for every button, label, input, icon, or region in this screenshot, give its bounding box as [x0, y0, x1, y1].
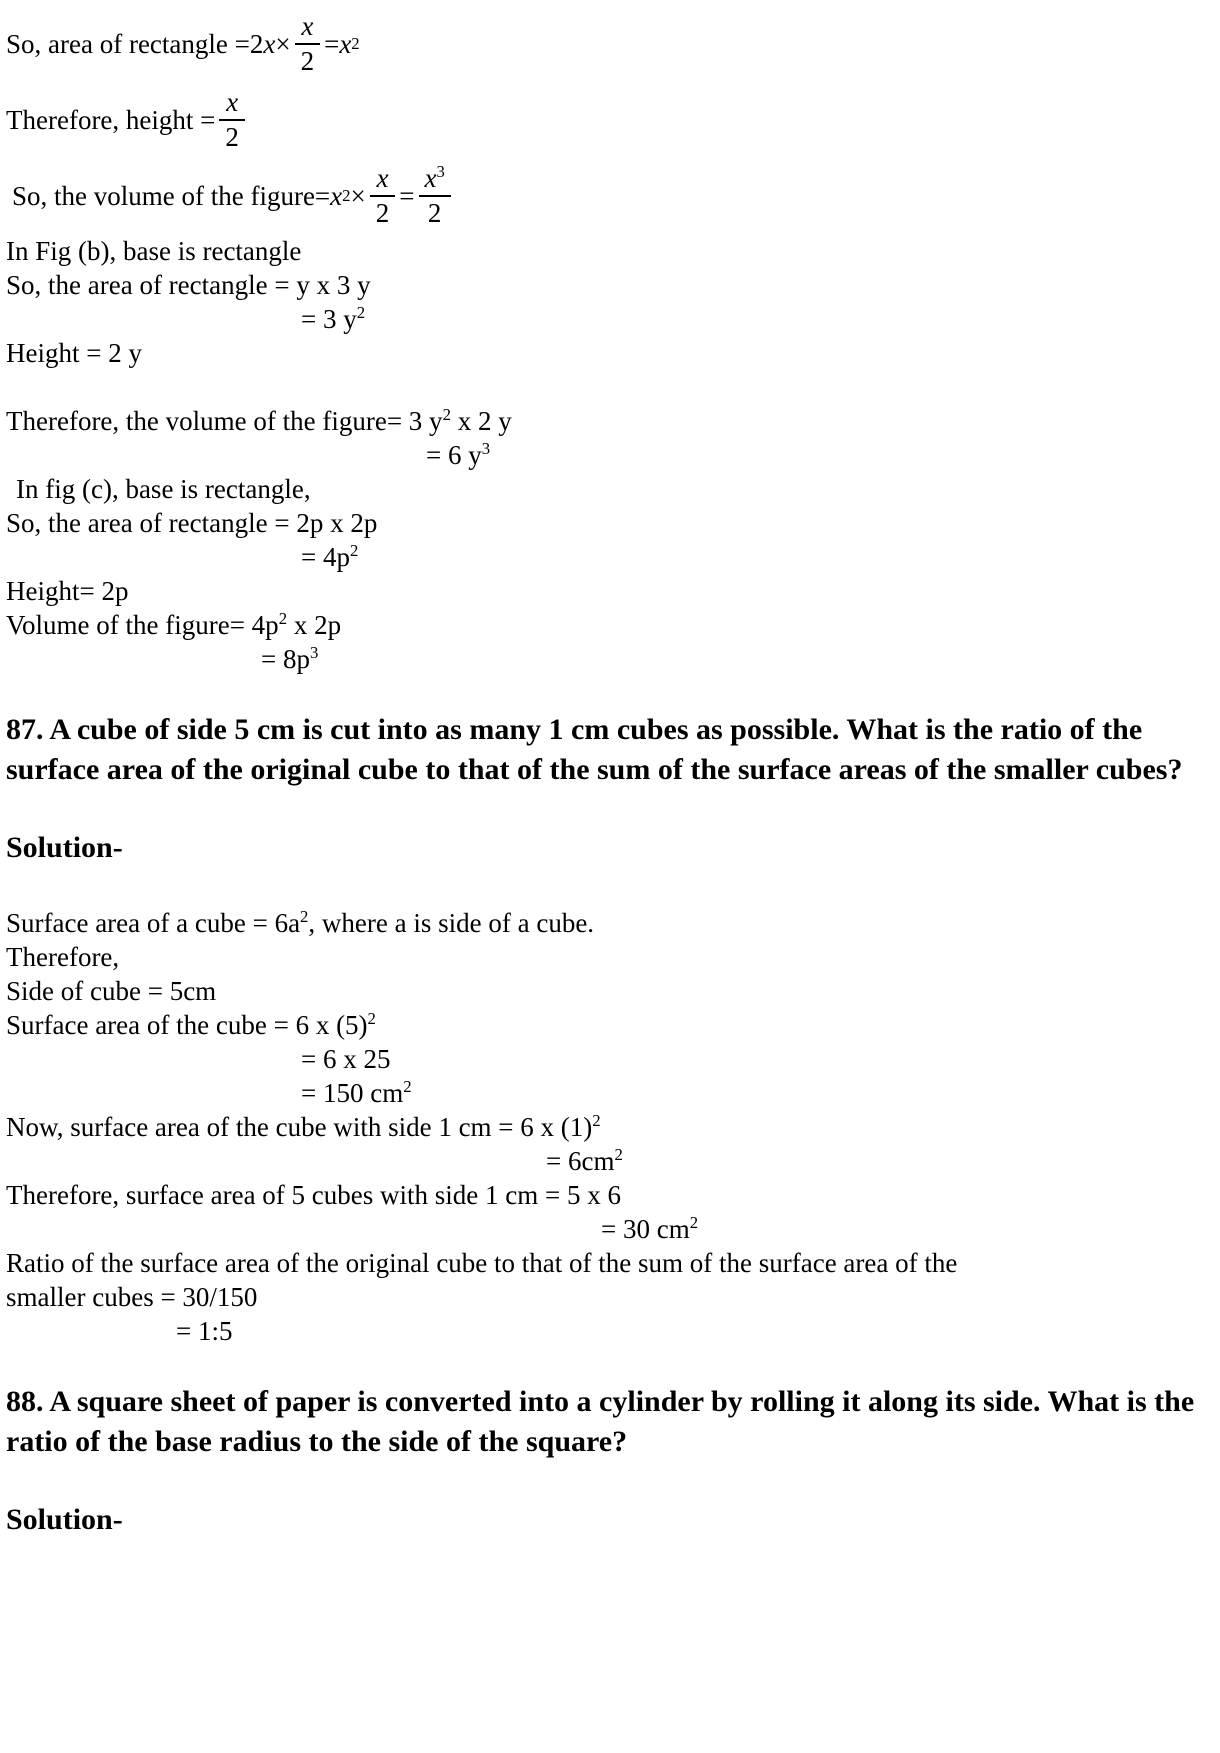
text-line: [6, 906, 1214, 940]
text-segment: = 4p: [301, 542, 350, 572]
text-line: [6, 1246, 1214, 1280]
fraction: [219, 87, 245, 153]
text-segment: 88. A square sheet of paper is converted into a cylinder by rolling it along its side. What is the ratio of the base radius to the side of the square?: [6, 1385, 1195, 1458]
text-line: [6, 268, 1214, 302]
superscript: 2: [367, 1009, 376, 1028]
spacer: [6, 370, 1214, 404]
text-segment: smaller cubes = 30/150: [6, 1282, 258, 1312]
text-segment: =: [399, 181, 415, 211]
text-segment: In Fig (b), base is rectangle: [6, 236, 302, 266]
fraction: [419, 163, 451, 229]
text-segment: = 6 x 25: [301, 1044, 391, 1074]
solution-label-87: [6, 828, 1214, 868]
text-segment: =: [324, 29, 340, 59]
text-segment: So, the area of rectangle = 2p x 2p: [6, 508, 378, 538]
text-segment: So, the volume of the figure=: [12, 181, 331, 211]
fraction: [295, 11, 321, 77]
text-line: [6, 1144, 1214, 1178]
math-line: So, area of rectangle = 2 x × $\frac{x}{2}$ = x 2: [6, 10, 360, 76]
text-segment: Solution-: [6, 1503, 123, 1536]
text-segment: Therefore, surface area of 5 cubes with side 1 cm = 5 x 6: [6, 1180, 621, 1210]
text-line: [6, 472, 1214, 506]
text-line: [6, 336, 1214, 370]
text-segment: So, the area of rectangle = y x 3 y: [6, 270, 371, 300]
text-segment: Volume of the figure= 4p: [6, 610, 279, 640]
text-line: [6, 404, 1214, 438]
text-line: [6, 1110, 1214, 1144]
text-segment: = 1:5: [176, 1316, 233, 1346]
question-87-heading: [6, 710, 1214, 790]
text-line: [6, 608, 1214, 642]
fraction: [370, 163, 396, 229]
text-segment: 87. A cube of side 5 cm is cut into as many 1 cm cubes as possible. What is the ratio of the surface area of the original cube to that of the sum of the surface areas of the smaller cubes?: [6, 713, 1183, 786]
text-segment: = 150 cm: [301, 1078, 404, 1108]
text-segment: = 6 y: [426, 440, 482, 470]
text-segment: Side of cube = 5cm: [6, 976, 217, 1006]
text-line: [6, 506, 1214, 540]
text-segment: , where a is side of a cube.: [308, 908, 595, 938]
superscript: 3: [436, 161, 445, 181]
superscript: 2: [614, 1145, 623, 1164]
text-segment: x: [263, 29, 276, 59]
text-line: [6, 1178, 1214, 1212]
text-segment: ×: [350, 181, 366, 211]
fraction-denominator: 2: [300, 46, 315, 76]
text-line: [6, 974, 1214, 1008]
text-line: [6, 540, 1214, 574]
text-line: [6, 1042, 1214, 1076]
math-line: [6, 82, 1214, 158]
text-line: [6, 940, 1214, 974]
text-line: [6, 1314, 1214, 1348]
text-line: [6, 574, 1214, 608]
solution-label-88: [6, 1500, 1214, 1540]
fraction-denominator: 2: [375, 198, 390, 228]
text-segment: = 6cm: [546, 1146, 615, 1176]
text-segment: = 30 cm: [601, 1214, 690, 1244]
superscript: 2: [592, 1111, 601, 1130]
question-88-heading: [6, 1382, 1214, 1462]
text-line: [6, 1076, 1214, 1110]
text-segment: x 2 y: [450, 406, 512, 436]
text-line: [6, 234, 1214, 268]
text-line: [6, 438, 1214, 472]
superscript: 2: [356, 303, 366, 322]
superscript: 2: [403, 1077, 412, 1096]
fraction-numerator: x: [301, 10, 314, 41]
document-body: [6, 6, 1214, 1540]
text-segment: Therefore, height =: [6, 105, 216, 135]
superscript: 3: [309, 643, 319, 662]
page: [6, 6, 1214, 1540]
superscript: 2: [442, 405, 451, 424]
text-line: [6, 1280, 1214, 1314]
text-line: [6, 302, 1214, 336]
text-segment: So, area of rectangle =: [6, 29, 250, 59]
superscript: 2: [689, 1213, 699, 1232]
fraction-denominator: 2: [427, 198, 442, 228]
text-segment: x: [339, 29, 352, 59]
text-segment: Surface area of a cube = 6a: [6, 908, 301, 938]
superscript: 2: [278, 609, 288, 628]
text-segment: x: [330, 181, 343, 211]
text-line: [6, 1008, 1214, 1042]
superscript: 2: [300, 907, 309, 926]
superscript: 2: [349, 541, 359, 560]
text-segment: In fig (c), base is rectangle,: [16, 474, 311, 504]
text-segment: = 3 y: [301, 304, 357, 334]
text-segment: x 2p: [287, 610, 342, 640]
text-segment: Therefore, the volume of the figure= 3 y: [6, 406, 443, 436]
text-segment: Surface area of the cube = 6 x (5): [6, 1010, 368, 1040]
superscript: 3: [481, 439, 491, 458]
fraction-numerator: x: [376, 162, 389, 193]
math-line: So, the volume of the figure= x 2 × $\frac{x}{2}$ = $\frac{x^3}{2}$: [6, 158, 1214, 234]
text-segment: Solution-: [6, 831, 123, 864]
text-segment: Height= 2p: [6, 576, 129, 606]
text-segment: Ratio of the surface area of the original cube to that of the sum of the surface area of the: [6, 1248, 958, 1278]
text-line: [6, 642, 1214, 676]
fraction-numerator: x: [424, 162, 437, 193]
text-segment: Now, surface area of the cube with side 1 cm = 6 x (1): [6, 1112, 593, 1142]
text-segment: 2: [249, 29, 264, 59]
text-line: [6, 1212, 1214, 1246]
fraction-denominator: 2: [225, 122, 239, 152]
text-segment: Therefore,: [6, 942, 120, 972]
text-segment: ×: [275, 29, 291, 59]
text-segment: Height = 2 y: [6, 338, 142, 368]
fraction-numerator: x: [226, 86, 239, 117]
text-segment: = 8p: [261, 644, 310, 674]
